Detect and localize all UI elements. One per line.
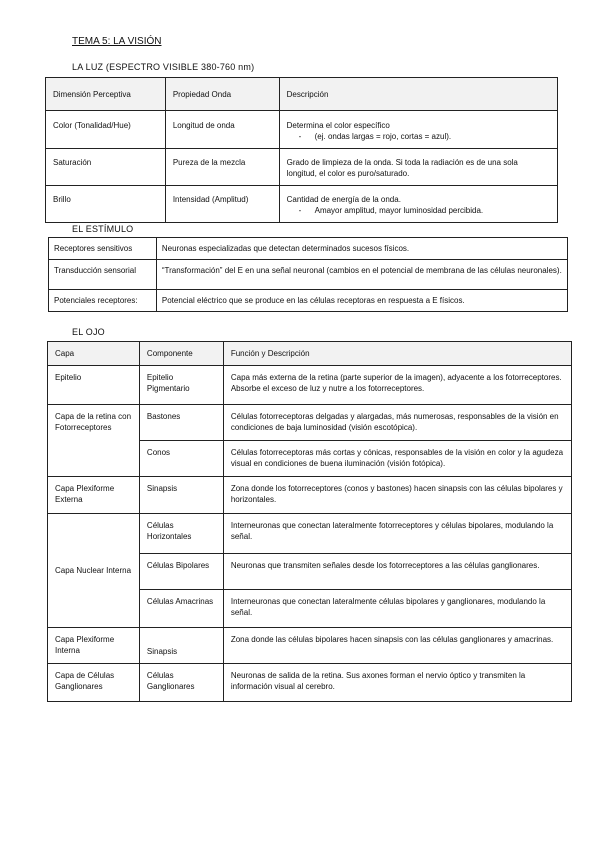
cell-dimension: Saturación (46, 149, 166, 186)
cell-dimension: Color (Tonalidad/Hue) (46, 111, 166, 149)
cell-propiedad: Intensidad (Amplitud) (165, 186, 279, 223)
cell-funcion: Células fotorreceptoras más cortas y cónicas, responsables de la visión en color y la agudeza visual en condiciones de buena iluminación (visión fotópica). (223, 441, 571, 477)
cell-capa: Capa de Células Ganglionares (48, 664, 140, 702)
estimulo-table (48, 237, 568, 312)
cell-propiedad: Longitud de onda (165, 111, 279, 149)
cell-definition: Potencial eléctrico que se produce en las células receptoras en respuesta a E físicos. (156, 290, 567, 312)
cell-funcion: Neuronas que transmiten señales desde los fotorreceptores a las células ganglionares. (223, 554, 571, 590)
cell-descripcion (279, 186, 557, 223)
cell-componente: Células Horizontales (139, 514, 223, 554)
cell-funcion: Zona donde los fotorreceptores (conos y bastones) hacen sinapsis con las células bipolares y horizontales. (223, 477, 571, 514)
cell-capa: Capa Nuclear Interna (48, 514, 140, 628)
header-dimension: Dimensión Perceptiva (46, 78, 166, 111)
table-header-row (48, 342, 572, 366)
table-row (49, 238, 568, 260)
cell-term: Potenciales receptores: (49, 290, 157, 312)
table-row (49, 290, 568, 312)
table-row (48, 477, 572, 514)
header-capa: Capa (48, 342, 140, 366)
cell-componente: Células Amacrinas (139, 590, 223, 628)
table-row (46, 149, 558, 186)
descripcion-text: Cantidad de energía de la onda. (286, 195, 401, 204)
cell-capa: Capa Plexiforme Interna (48, 628, 140, 664)
header-descripcion: Descripción (279, 78, 557, 111)
table-row (48, 514, 572, 554)
cell-definition: Neuronas especializadas que detectan determinados sucesos físicos. (156, 238, 567, 260)
table-header-row (46, 78, 558, 111)
cell-componente: Epitelio Pigmentario (139, 366, 223, 405)
cell-capa: Capa Plexiforme Externa (48, 477, 140, 514)
cell-funcion: Capa más externa de la retina (parte superior de la imagen), adyacente a los fotorreceptores. Absorbe el exceso de luz y nutre a los fotorreceptores. (223, 366, 571, 405)
ojo-table (47, 341, 572, 702)
section-heading-estimulo: EL ESTÍMULO (72, 224, 134, 234)
table-row (46, 186, 558, 223)
table-row (46, 111, 558, 149)
cell-descripcion (279, 111, 557, 149)
cell-capa: Capa de la retina con Fotorreceptores (48, 405, 140, 477)
luz-table (45, 77, 558, 223)
section-heading-ojo: EL OJO (72, 327, 105, 337)
cell-term: Receptores sensitivos (49, 238, 157, 260)
header-componente: Componente (139, 342, 223, 366)
descripcion-text: Determina el color específico (286, 121, 390, 130)
cell-term: Transducción sensorial (49, 260, 157, 290)
cell-componente: Células Bipolares (139, 554, 223, 590)
cell-componente: Sinapsis (139, 477, 223, 514)
cell-funcion: Interneuronas que conectan lateralmente fotorreceptores y células bipolares, modulando la señal. (223, 514, 571, 554)
table-row (48, 366, 572, 405)
descripcion-bullet: - (ej. ondas largas = rojo, cortas = azul). (287, 131, 550, 142)
header-propiedad: Propiedad Onda (165, 78, 279, 111)
table-row (48, 664, 572, 702)
table-row (48, 628, 572, 664)
cell-componente: Conos (139, 441, 223, 477)
document-title: TEMA 5: LA VISIÓN (72, 36, 162, 47)
table-row (48, 405, 572, 441)
cell-funcion: Neuronas de salida de la retina. Sus axones forman el nervio óptico y transmiten la información visual al cerebro. (223, 664, 571, 702)
cell-funcion: Interneuronas que conectan lateralmente células bipolares y ganglionares, modulando la señal. (223, 590, 571, 628)
table-row (49, 260, 568, 290)
header-funcion: Función y Descripción (223, 342, 571, 366)
cell-definition: “Transformación” del E en una señal neuronal (cambios en el potencial de membrana de las células neuronales). (156, 260, 567, 290)
cell-componente: Células Ganglionares (139, 664, 223, 702)
cell-dimension: Brillo (46, 186, 166, 223)
section-heading-luz: LA LUZ (ESPECTRO VISIBLE 380-760 nm) (72, 62, 255, 72)
cell-propiedad: Pureza de la mezcla (165, 149, 279, 186)
descripcion-bullet: - Amayor amplitud, mayor luminosidad percibida. (287, 205, 550, 216)
cell-componente: Sinapsis (139, 628, 223, 664)
cell-capa: Epitelio (48, 366, 140, 405)
cell-componente: Bastones (139, 405, 223, 441)
cell-funcion: Células fotorreceptoras delgadas y alargadas, más numerosas, responsables de la visión en condiciones de baja luminosidad (visión escotópica). (223, 405, 571, 441)
cell-descripcion: Grado de limpieza de la onda. Si toda la radiación es de una sola longitud, el color es puro/saturado. (279, 149, 557, 186)
cell-funcion: Zona donde las células bipolares hacen sinapsis con las células ganglionares y amacrinas. (223, 628, 571, 664)
